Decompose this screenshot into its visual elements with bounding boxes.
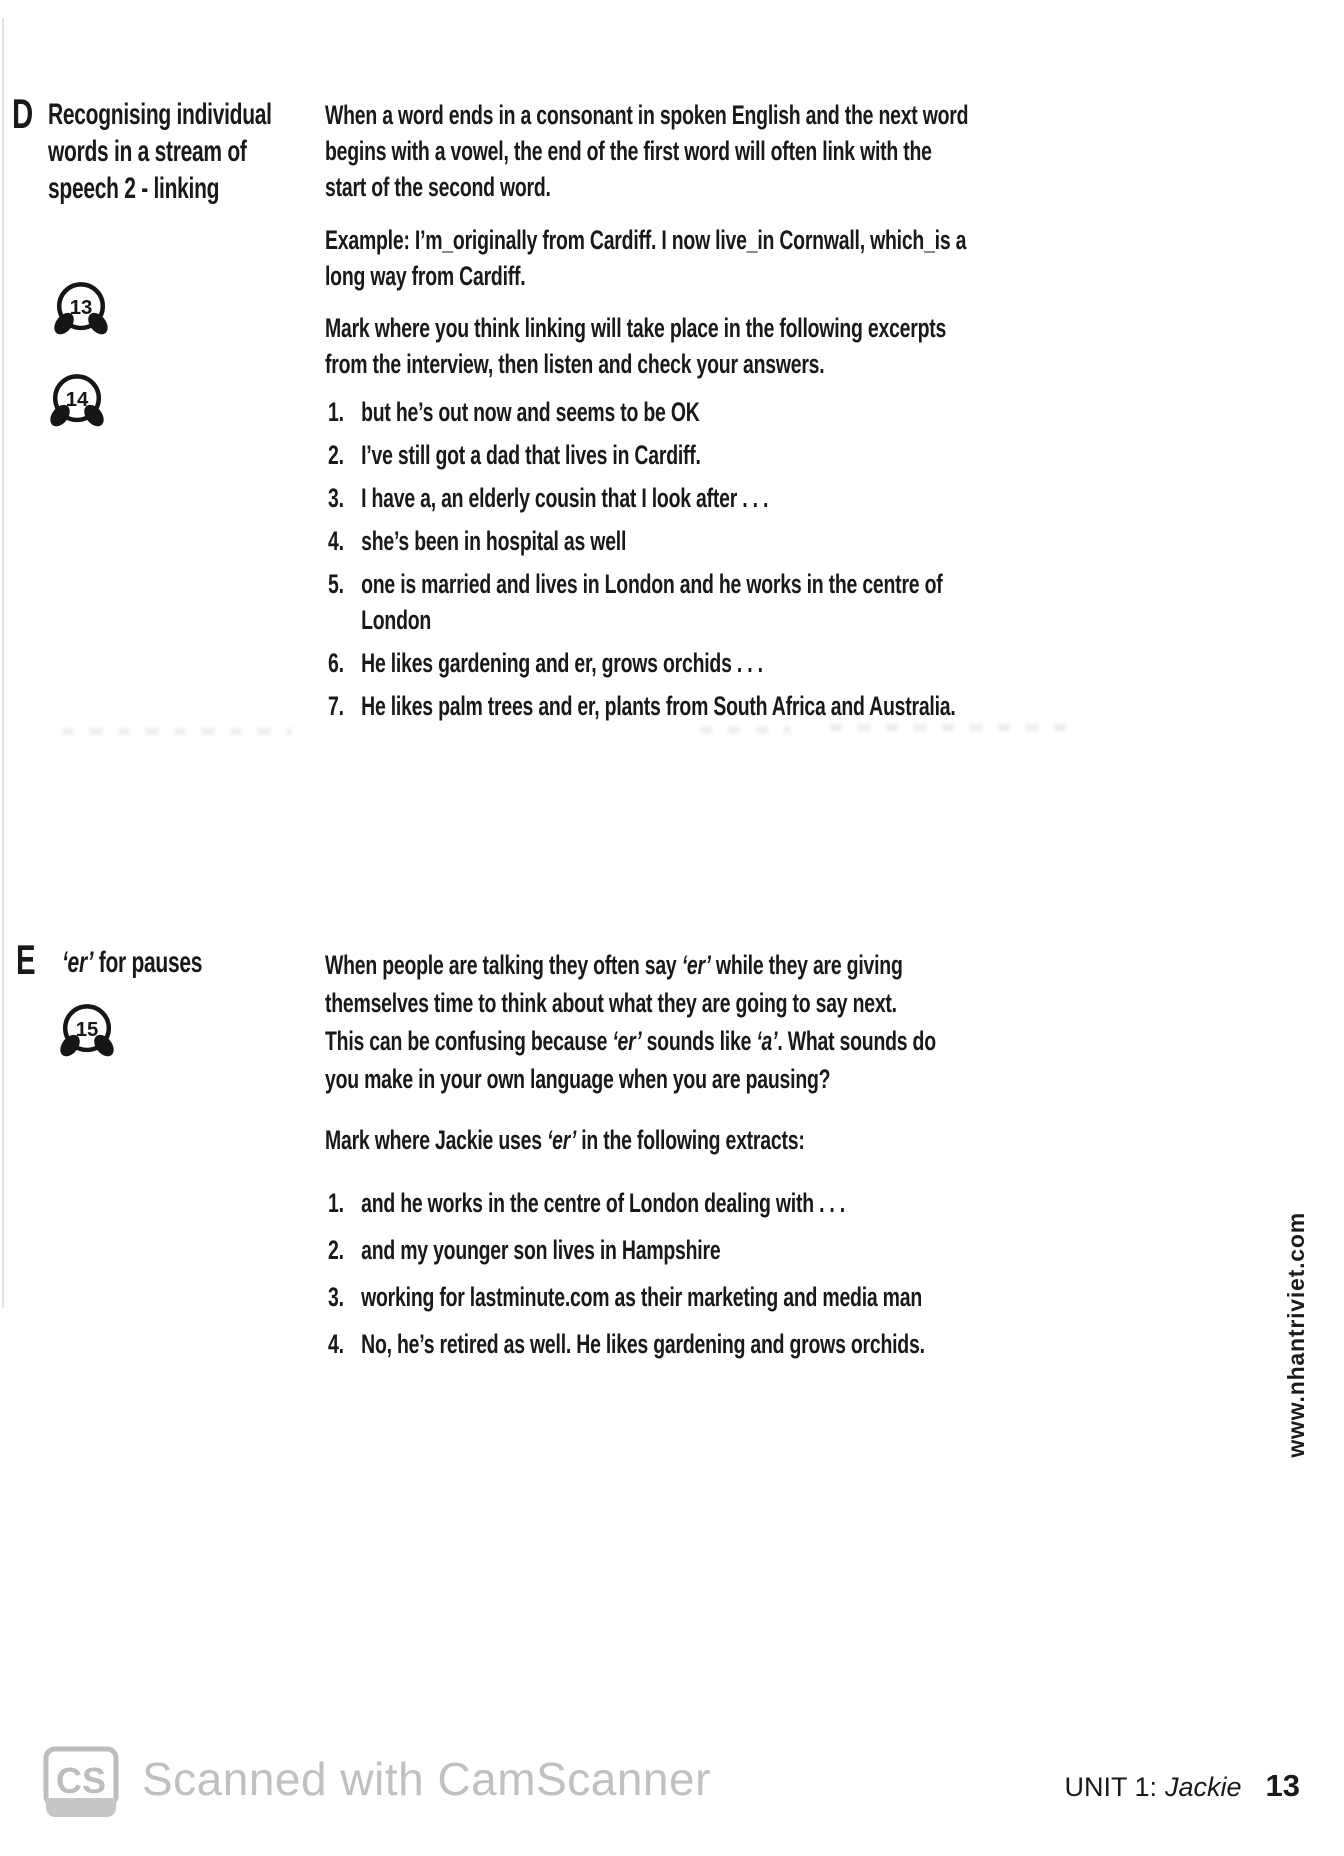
list-item-text: but he’s out now and seems to be OK: [361, 397, 700, 427]
section-e-title: [62, 944, 202, 981]
scan-edge-artifact: [2, 18, 4, 1308]
paragraph-line: [325, 984, 936, 1022]
paragraph-text-italic: ‘a’: [756, 1026, 778, 1056]
paragraph-text: while they are giving: [710, 950, 903, 980]
list-item: [328, 688, 956, 724]
list-item-text-wrap: London: [361, 605, 432, 635]
list-item-number: 4.: [328, 1329, 344, 1359]
list-item-text: He likes gardening and er, grows orchids . . .: [361, 648, 763, 678]
scan-artifact: [62, 728, 292, 735]
list-item-text: No, he’s retired as well. He likes gardening and grows orchids.: [361, 1329, 925, 1359]
list-item-number: 3.: [328, 483, 344, 513]
list-item: [328, 480, 956, 516]
section-d-letter: D: [12, 90, 33, 137]
section-d-title-line: words in a stream of: [48, 135, 247, 168]
page-footer: [1064, 1768, 1300, 1804]
list-item-text: He likes palm trees and er, plants from South Africa and Australia.: [361, 691, 956, 721]
paragraph-text: This can be confusing because: [325, 1026, 613, 1056]
headphones-icon: [46, 372, 108, 434]
list-item-text: she’s been in hospital as well: [361, 526, 627, 556]
section-d-instruction: [325, 310, 1188, 382]
paragraph-line: [325, 946, 936, 984]
list-item: [328, 1231, 925, 1269]
publisher-watermark: www.nhantriviet.com: [1283, 1212, 1309, 1458]
audio-track-13: [50, 280, 112, 342]
list-item: [328, 394, 956, 430]
paragraph-line: long way from Cardiff.: [325, 261, 526, 291]
list-item-number: 5.: [328, 569, 344, 599]
section-e-title-rest: for pauses: [93, 946, 203, 979]
headphones-icon: [50, 280, 112, 342]
paragraph-text: you make in your own language when you are pausing?: [325, 1064, 831, 1094]
list-item-number: 2.: [328, 440, 344, 470]
paragraph-text: Mark where Jackie uses: [325, 1125, 547, 1155]
paragraph-line: [325, 1060, 936, 1098]
audio-track-number: 15: [75, 1018, 99, 1041]
list-item-text: I’ve still got a dad that lives in Cardiff.: [361, 440, 701, 470]
list-item: [328, 645, 956, 681]
page-number: 13: [1265, 1768, 1300, 1803]
cs-logo-icon: [42, 1746, 122, 1820]
paragraph-line: start of the second word.: [325, 172, 551, 202]
section-e-list: [328, 1184, 1157, 1372]
list-item-number: 1.: [328, 397, 344, 427]
audio-track-15: [56, 1002, 118, 1064]
section-e-letter: E: [16, 936, 35, 983]
list-item-number: 6.: [328, 648, 344, 678]
paragraph-line: Example: I’m_originally from Cardiff. I now live_in Cornwall, which_is a: [325, 225, 967, 255]
list-item-number: 2.: [328, 1235, 344, 1265]
paragraph-text-italic: ‘er’: [681, 950, 711, 980]
section-d-list: [328, 394, 1200, 731]
paragraph-text: When people are talking they often say: [325, 950, 682, 980]
list-item-text: working for lastminute.com as their marketing and media man: [361, 1282, 922, 1312]
section-d-example: [325, 222, 1216, 294]
paragraph-line: Mark where you think linking will take place in the following excerpts: [325, 313, 947, 343]
list-item: [328, 1184, 925, 1222]
paragraph-line: begins with a vowel, the end of the first word will often link with the: [325, 136, 932, 166]
list-item-number: 4.: [328, 526, 344, 556]
section-e-title-italic: ‘er’: [62, 946, 94, 979]
audio-track-number: 13: [69, 296, 93, 319]
list-item-number: 3.: [328, 1282, 344, 1312]
audio-track-14: [46, 372, 108, 434]
list-item: [328, 437, 956, 473]
paragraph-line: When a word ends in a consonant in spoken English and the next word: [325, 100, 969, 130]
list-item-text: and he works in the centre of London dealing with . . .: [361, 1188, 845, 1218]
camscanner-logo: [42, 1746, 122, 1825]
paragraph-text-italic: ‘er’: [546, 1125, 577, 1155]
list-item: [328, 523, 956, 559]
paragraph-text: . What sounds do: [777, 1026, 936, 1056]
unit-label: UNIT 1:: [1064, 1772, 1157, 1802]
paragraph-line: from the interview, then listen and check your answers.: [325, 349, 825, 379]
section-d-title-line: speech 2 - linking: [48, 172, 220, 205]
camscanner-watermark-text: Scanned with CamScanner: [142, 1753, 711, 1805]
list-item-text: and my younger son lives in Hampshire: [361, 1235, 721, 1265]
unit-name: Jackie: [1164, 1772, 1242, 1802]
paragraph-line: [325, 1022, 936, 1060]
audio-track-number: 14: [65, 388, 89, 411]
section-d-title-line: Recognising individual: [48, 98, 272, 131]
list-item-number: 1.: [328, 1188, 344, 1218]
list-item: [328, 566, 1200, 638]
paragraph-text: themselves time to think about what they are going to say next.: [325, 988, 897, 1018]
list-item-number: 7.: [328, 691, 344, 721]
paragraph-text: in the following extracts:: [576, 1125, 805, 1155]
section-e-paragraph: [325, 946, 1173, 1098]
list-item: [328, 1325, 925, 1363]
list-item-text: one is married and lives in London and he works in the centre of: [361, 569, 943, 599]
paragraph-text: sounds like: [641, 1026, 757, 1056]
section-d-title: [48, 96, 368, 207]
paragraph-text-italic: ‘er’: [612, 1026, 642, 1056]
section-e-instruction: [325, 1122, 805, 1158]
cs-logo-text: CS: [55, 1760, 107, 1801]
section-d-intro: [325, 97, 1218, 205]
list-item-text: I have a, an elderly cousin that I look after . . .: [361, 483, 769, 513]
headphones-icon: [56, 1002, 118, 1064]
list-item: [328, 1278, 925, 1316]
